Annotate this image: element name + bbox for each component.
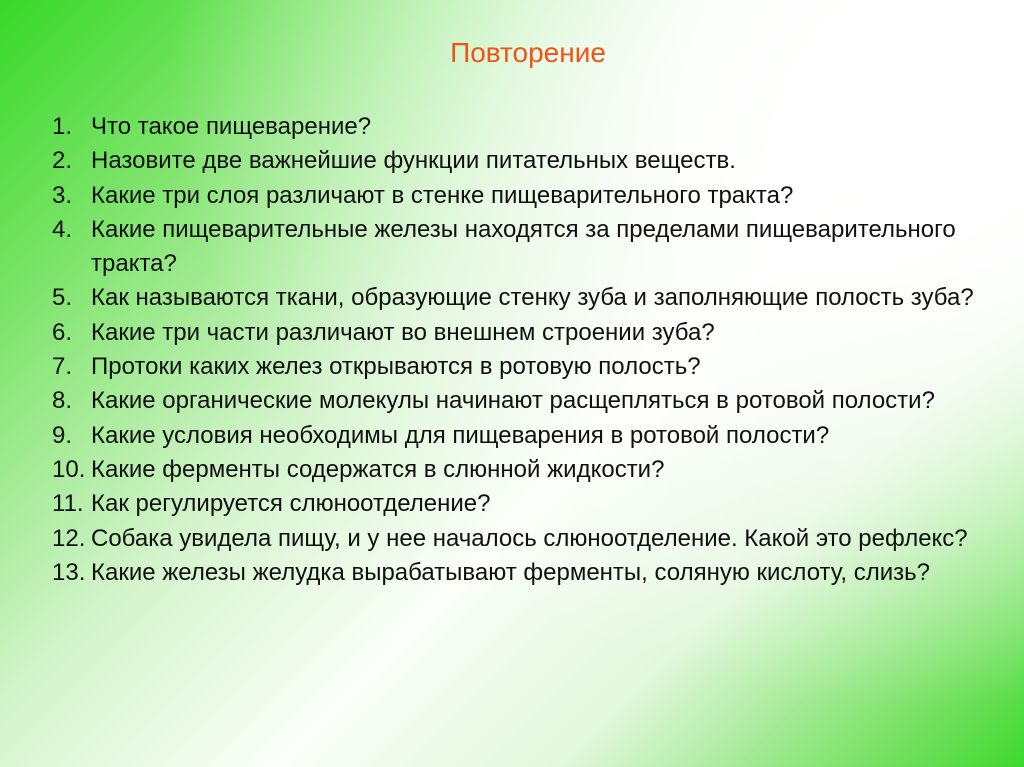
question-number: 3.: [52, 181, 73, 209]
question-item-9: [52, 419, 992, 453]
question-list: [52, 110, 992, 590]
question-item-4: [52, 213, 992, 282]
question-number: 7.: [52, 353, 73, 381]
question-item-3: [52, 179, 992, 213]
question-number: 1.: [52, 113, 73, 140]
question-number: 13.: [52, 558, 86, 586]
question-text: Что такое пищеварение?: [91, 113, 372, 140]
question-item-10: [52, 453, 992, 487]
question-item-1: [52, 110, 992, 144]
question-number: 4.: [52, 215, 73, 243]
question-number: 9.: [52, 421, 73, 449]
question-number: 11.: [52, 490, 84, 518]
question-item-7: [52, 350, 992, 384]
slide-title: Повторение: [450, 37, 606, 68]
question-item-11: [52, 487, 992, 521]
question-number: 12.: [52, 524, 86, 552]
question-text: Какие условия необходимы для пищеварения в ротовой полости?: [91, 421, 830, 449]
question-text: Какие три части различают во внешнем строении зуба?: [91, 318, 715, 346]
question-number: 6.: [52, 318, 73, 346]
question-item-12: [52, 522, 992, 556]
question-number: 10.: [52, 455, 86, 483]
question-text: Как называются ткани, образующие стенку зуба и заполняющие полость зуба?: [91, 284, 974, 312]
question-text: Собака увидела пищу, и у нее началось слюноотделение. Какой это рефлекс?: [91, 524, 968, 552]
question-number: 8.: [52, 387, 73, 415]
question-number: 5.: [52, 284, 73, 312]
question-item-8: [52, 384, 992, 418]
question-text: Назовите две важнейшие функции питательных веществ.: [91, 147, 736, 175]
question-item-6: [52, 316, 992, 350]
question-text: Как регулируется слюноотделение?: [91, 490, 491, 518]
question-number: 2.: [52, 147, 73, 175]
question-item-5: [52, 281, 992, 315]
question-item-2: [52, 144, 992, 178]
question-text: Какие железы желудка вырабатывают ферменты, соляную кислоту, слизь?: [91, 558, 930, 586]
question-item-13: [52, 556, 992, 590]
question-text: Протоки каких желез открываются в ротовую полость?: [91, 353, 701, 381]
question-text: Какие органические молекулы начинают расщепляться в ротовой полости?: [91, 387, 935, 415]
question-text: Какие пищеварительные железы находятся за пределами пищеварительного тракта?: [91, 215, 956, 278]
question-text: Какие три слоя различают в стенке пищеварительного тракта?: [91, 181, 794, 209]
question-text: Какие ферменты содержатся в слюнной жидкости?: [91, 455, 665, 483]
